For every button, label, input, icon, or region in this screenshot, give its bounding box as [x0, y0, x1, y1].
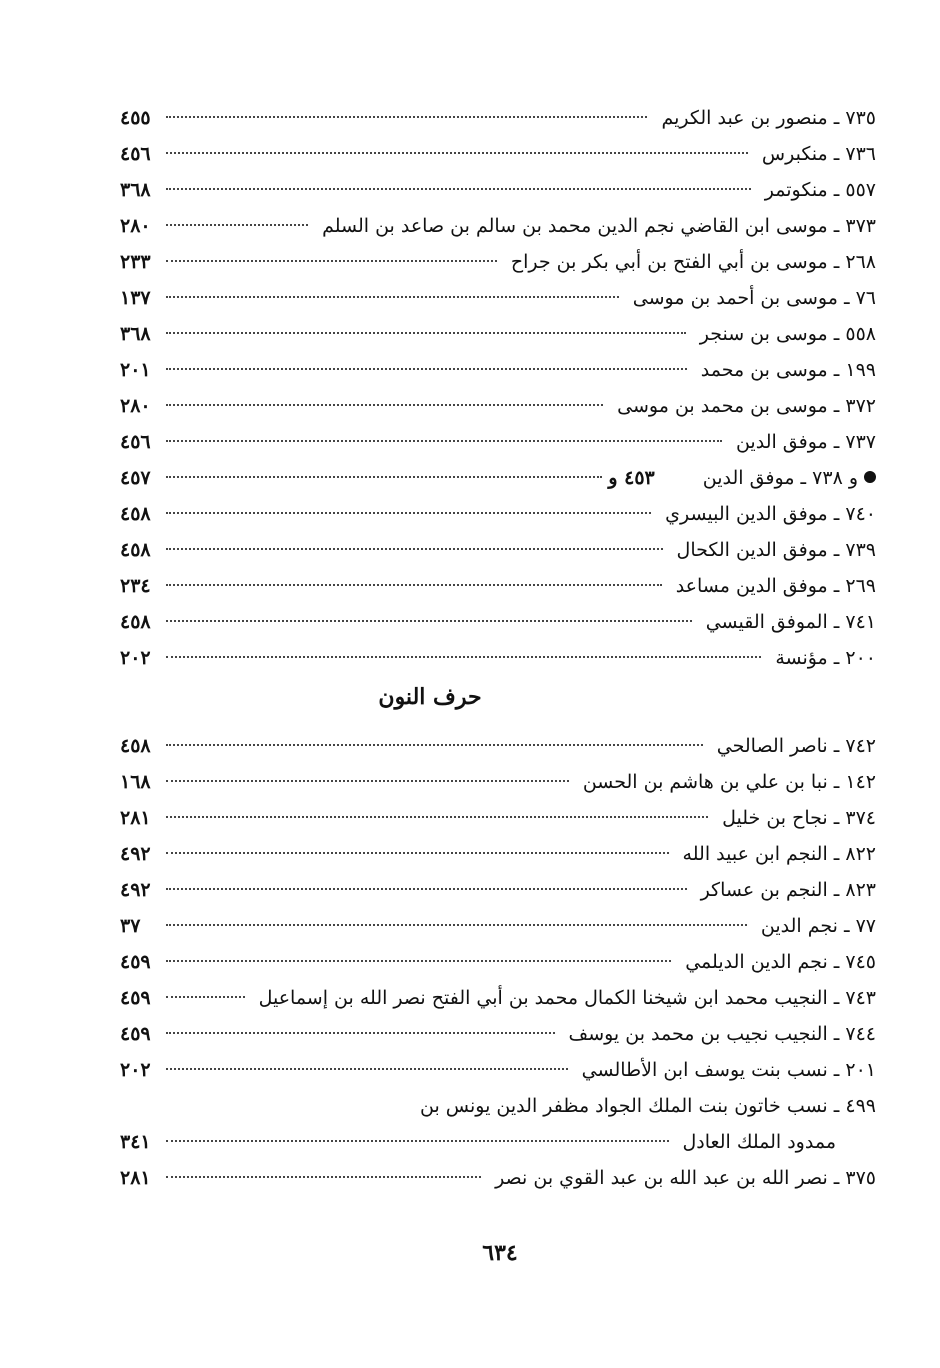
index-entry	[120, 836, 876, 872]
dot-leader	[166, 332, 686, 334]
entry-page-ref: ٤٩٢	[120, 879, 151, 901]
entry-page-ref: ١٣٧	[120, 287, 151, 309]
entry-name: ٥٥٧ ـ منكوتمر	[764, 179, 876, 201]
entry-name: ٧٧ ـ نجم الدين	[760, 915, 876, 937]
entry-name: ٢٠١ ـ نسب بنت يوسف ابن الأطالسي	[581, 1059, 876, 1081]
entry-name: ٣٧٢ ـ موسى بن محمد بن موسى	[617, 395, 876, 417]
index-entry	[120, 1160, 876, 1196]
entry-page-ref: ٤٥٨	[120, 611, 151, 633]
index-entry	[120, 352, 876, 388]
index-section-nun	[120, 728, 876, 1196]
entry-page-ref: ٢٨١	[120, 807, 151, 829]
index-entry	[120, 728, 876, 764]
entry-name: ممدود الملك العادل	[682, 1131, 836, 1153]
entry-name: ٧٤٠ ـ موفق الدين البيسري	[665, 503, 876, 525]
dot-leader	[166, 548, 663, 550]
index-entry	[120, 532, 876, 568]
index-entry	[120, 100, 876, 136]
index-entry	[120, 280, 876, 316]
dot-leader	[166, 816, 708, 818]
dot-leader	[166, 960, 671, 962]
dot-leader	[166, 188, 751, 190]
entry-name: ٣٧٤ ـ نجاح بن خليل	[722, 807, 876, 829]
entry-name: ١٩٩ ـ موسى بن محمد	[700, 359, 876, 381]
index-entry	[120, 640, 876, 676]
entry-name: ٧٦ ـ موسى بن أحمد بن موسى	[632, 287, 876, 309]
index-entry	[120, 980, 876, 1016]
dot-leader	[166, 152, 748, 154]
entry-name: ٢٦٨ ـ موسى بن أبي الفتح بن أبي بكر بن جراح	[510, 251, 876, 273]
entry-page-ref: ٤٥٦	[120, 143, 151, 165]
entry-page-ref: ٢٠٢	[120, 647, 151, 669]
entry-page-ref: ٢٨١	[120, 1167, 151, 1189]
entry-page-ref: ٣٧	[120, 915, 141, 937]
entry-name: و ٧٣٨ ـ موفق الدين	[702, 467, 858, 489]
index-entry	[120, 1124, 876, 1160]
entry-name: ٢٦٩ ـ موفق الدين مساعد	[675, 575, 876, 597]
dot-leader	[166, 620, 692, 622]
entry-name: ٧٤٢ ـ ناصر الصالحي	[716, 735, 876, 757]
entry-name: ٧٤١ ـ الموفق القيسي	[705, 611, 876, 633]
dot-leader	[166, 512, 651, 514]
entry-name: ٧٤٣ ـ النجيب محمد ابن شيخنا الكمال محمد بن أبي الفتح نصر الله بن إسماعيل	[258, 987, 876, 1009]
entry-name: ٥٥٨ ـ موسى بن سنجر	[699, 323, 876, 345]
entry-page-ref: ٣٦٨	[120, 179, 151, 201]
index-entry	[120, 604, 876, 640]
entry-name: ٨٢٢ ـ النجم ابن عبيد الله	[682, 843, 876, 865]
page-number: ٦٣٤	[482, 1240, 518, 1266]
entry-page-ref: ٢٣٤	[120, 575, 151, 597]
index-entry	[120, 764, 876, 800]
index-entry	[120, 460, 876, 496]
dot-leader	[166, 584, 662, 586]
dot-leader	[166, 852, 669, 854]
index-entry	[120, 208, 876, 244]
entry-page-ref: ٢٠١	[120, 359, 151, 381]
dot-leader	[166, 888, 687, 890]
dot-leader	[166, 368, 687, 370]
dot-leader	[166, 1176, 481, 1178]
entry-page-ref: ٤٩٢	[120, 843, 151, 865]
dot-leader	[166, 1068, 568, 1070]
index-entry	[120, 316, 876, 352]
entry-name: ١٤٢ ـ نبا بن علي بن هاشم بن الحسن	[582, 771, 876, 793]
dot-leader	[166, 116, 647, 118]
entry-page-ref: ١٦٨	[120, 771, 151, 793]
entry-name: ٤٩٩ ـ نسب خاتون بنت الملك الجواد مظفر الدين يونس بن	[419, 1095, 876, 1117]
entry-page-ref: ٤٥٨	[120, 735, 151, 757]
dot-leader	[166, 924, 747, 926]
dot-leader	[166, 656, 761, 658]
entry-page-ref: ٣٤١	[120, 1131, 151, 1153]
dot-leader	[166, 996, 245, 998]
entry-page-ref: ٢٣٣	[120, 251, 151, 273]
entry-page-ref: ٤٥٨	[120, 503, 151, 525]
bullet-icon	[864, 471, 876, 483]
entry-page-ref: ٢٨٠	[120, 215, 151, 237]
index-entry	[120, 388, 876, 424]
index-entry	[120, 944, 876, 980]
entry-name: ٢٠٠ ـ مؤنسة	[775, 647, 876, 669]
dot-leader	[166, 404, 603, 406]
dot-leader	[166, 476, 602, 478]
dot-leader	[166, 440, 722, 442]
entry-name: ٨٢٣ ـ النجم بن عساكر	[700, 879, 876, 901]
entry-page-ref: ٤٥٩	[120, 1023, 151, 1045]
index-entry	[120, 1016, 876, 1052]
entry-name: ٧٣٥ ـ منصور بن عبد الكريم	[661, 107, 876, 129]
index-entry	[120, 244, 876, 280]
dot-leader	[166, 224, 308, 226]
index-entry	[120, 136, 876, 172]
entry-name: ٧٤٤ ـ النجيب نجيب بن محمد بن يوسف	[568, 1023, 876, 1045]
entry-name: ٧٣٦ ـ منكبرس	[761, 143, 876, 165]
entry-page-ref: ٤٥٩	[120, 987, 151, 1009]
dot-leader	[166, 780, 569, 782]
section-heading: حرف النون	[378, 684, 482, 710]
dot-leader	[166, 1140, 669, 1142]
entry-page-ref: ٤٥٧	[120, 467, 151, 489]
index-entry	[120, 908, 876, 944]
index-entry	[120, 496, 876, 532]
entry-page-ref: ٤٥٩	[120, 951, 151, 973]
entry-page-ref: ٤٥٦	[120, 431, 151, 453]
entry-page-ref: ٢٨٠	[120, 395, 151, 417]
index-entry	[120, 1052, 876, 1088]
entry-inline-ref: ٤٥٣ و	[608, 467, 655, 489]
index-entry	[120, 568, 876, 604]
entry-page-ref: ٤٥٥	[120, 107, 151, 129]
entry-name: ٧٣٩ ـ موفق الدين الكحال	[676, 539, 876, 561]
dot-leader	[166, 260, 497, 262]
entry-name: ٣٧٥ ـ نصر الله بن عبد الله بن عبد القوي بن نصر	[495, 1167, 876, 1189]
index-entry	[120, 800, 876, 836]
dot-leader	[166, 296, 619, 298]
index-entry	[120, 872, 876, 908]
entry-name: ٧٣٧ ـ موفق الدين	[735, 431, 876, 453]
index-entry	[120, 1088, 876, 1124]
entry-page-ref: ٣٦٨	[120, 323, 151, 345]
entry-page-ref: ٤٥٨	[120, 539, 151, 561]
entry-page-ref: ٢٠٢	[120, 1059, 151, 1081]
dot-leader	[166, 1032, 555, 1034]
index-entry	[120, 172, 876, 208]
index-section-mim	[120, 100, 876, 676]
index-entry	[120, 424, 876, 460]
entry-name: ٣٧٣ ـ موسى ابن القاضي نجم الدين محمد بن سالم بن صاعد بن السلم	[322, 215, 876, 237]
dot-leader	[166, 744, 703, 746]
entry-name: ٧٤٥ ـ نجم الدين الديلمي	[685, 951, 876, 973]
